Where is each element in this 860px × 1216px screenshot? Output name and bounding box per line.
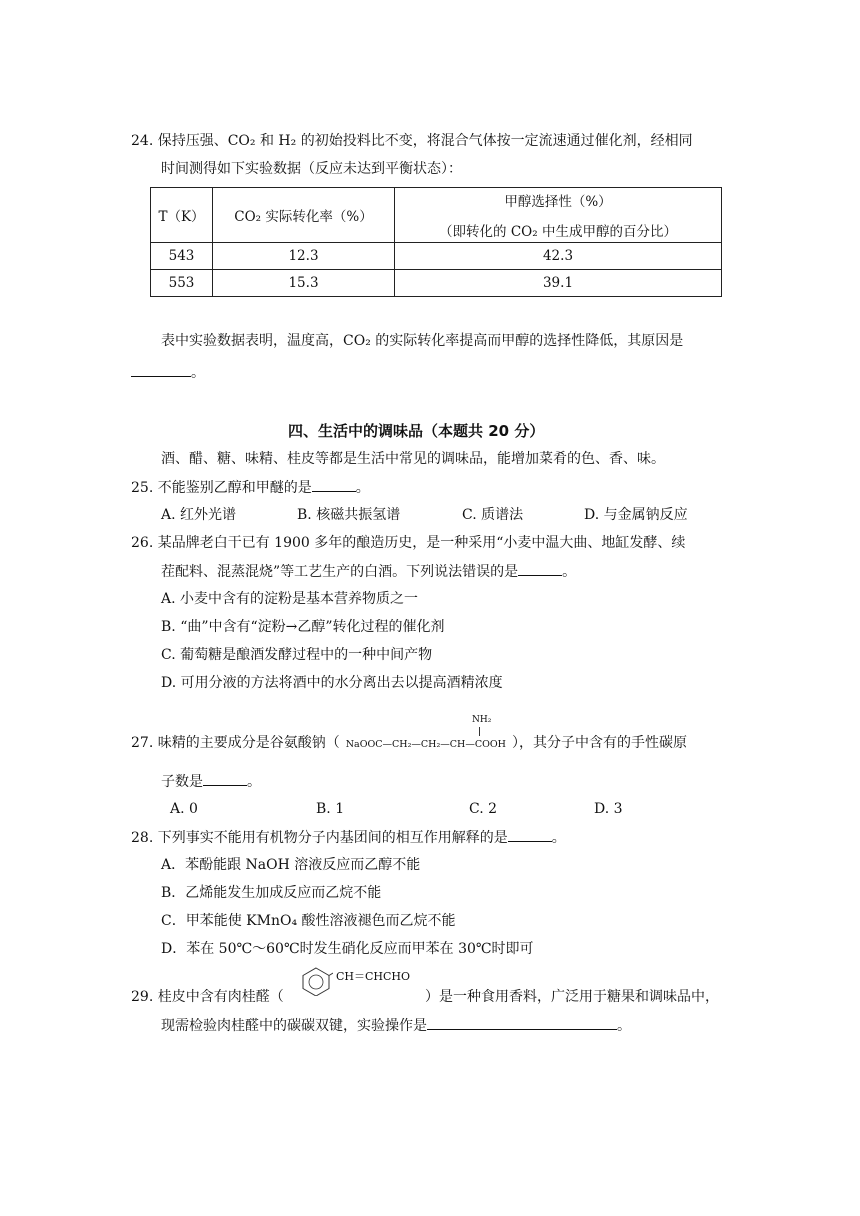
- q26-line2: 茬配料、混蒸混烧”等工艺生产的白酒。下列说法错误的是 。: [161, 561, 576, 582]
- q28-option-d: D．苯在 50℃～60℃时发生硝化反应而甲苯在 30℃时即可: [161, 941, 534, 957]
- q24-conclusion: 表中实验数据表明，温度高，CO₂ 的实际转化率提高而甲醇的选择性降低，其原因是: [161, 333, 684, 349]
- q26-option-a: A. 小麦中含有的淀粉是基本营养物质之一: [161, 591, 419, 607]
- q24-answer-line: 。: [131, 362, 205, 383]
- data-table: [150, 187, 722, 297]
- cell: 42.3: [395, 243, 722, 270]
- section-title: 四、生活中的调味品（本题共 20 分）: [288, 422, 545, 440]
- section-intro: 酒、醋、糖、味精、桂皮等都是生活中常见的调味品，能增加菜肴的色、香、味。: [161, 451, 665, 467]
- cinnamaldehyde-formula: CH＝CHCHO: [336, 970, 411, 983]
- q25-option-c: C. 质谱法: [462, 507, 524, 523]
- answer-blank[interactable]: [312, 477, 356, 492]
- answer-blank[interactable]: [518, 561, 562, 576]
- q27-stem: 27. 味精的主要成分是谷氨酸钠（ NaOOC—CH₂—CH₂—CH—COOH ），其分子中含有的手性碳原: [131, 735, 687, 751]
- q27-line2: 子数是 。: [161, 771, 261, 792]
- answer-blank[interactable]: [203, 771, 247, 786]
- cell: 553: [151, 270, 213, 297]
- header-temperature: T（K）: [151, 188, 213, 243]
- q26-option-b: B. “曲”中含有“淀粉→乙醇”转化过程的催化剂: [161, 619, 445, 635]
- header-selectivity-note: （即转化的 CO₂ 中生成甲醇的百分比）: [439, 224, 677, 240]
- table-row: [151, 270, 722, 297]
- q28-stem: 28. 下列事实不能用有机物分子内基团间的相互作用解释的是 。: [131, 827, 566, 848]
- cell: 15.3: [213, 270, 395, 297]
- q27-option-b: B. 1: [316, 801, 345, 817]
- q25-option-d: D. 与金属钠反应: [584, 507, 688, 523]
- header-selectivity: [395, 188, 722, 243]
- glutamate-formula: NaOOC—CH₂—CH₂—CH—COOH: [345, 739, 506, 750]
- table-row: [151, 243, 722, 270]
- q26-option-c: C. 葡萄糖是酿酒发酵过程中的一种中间产物: [161, 647, 433, 663]
- q28-option-c: C．甲苯能使 KMnO₄ 酸性溶液褪色而乙烷不能: [161, 913, 456, 929]
- q29-stem-a: 29. 桂皮中含有肉桂醛（: [131, 989, 284, 1005]
- table-header-row: [151, 188, 722, 243]
- q24-line2: 时间测得如下实验数据（反应未达到平衡状态）：: [161, 161, 462, 177]
- q27-option-c: C. 2: [469, 801, 498, 817]
- answer-blank[interactable]: [131, 362, 191, 377]
- q25-option-a: A. 红外光谱: [161, 507, 237, 523]
- formula-nh2: NH₂: [472, 715, 492, 725]
- q25-option-b: B. 核磁共振氢谱: [297, 507, 401, 523]
- cell: 543: [151, 243, 213, 270]
- benzene-ring-icon: [299, 966, 333, 996]
- cell: 12.3: [213, 243, 395, 270]
- answer-blank[interactable]: [427, 1015, 617, 1030]
- header-conversion: CO₂ 实际转化率（%）: [213, 188, 395, 243]
- q29-line2: 现需检验肉桂醛中的碳碳双键，实验操作是 。: [161, 1015, 631, 1036]
- q29-stem-b: ）是一种食用香料，广泛用于糖果和调味品中，: [425, 989, 719, 1005]
- q28-option-b: B．乙烯能发生加成反应而乙烷不能: [161, 885, 382, 901]
- answer-blank[interactable]: [508, 827, 552, 842]
- q26-line1: 26. 某品牌老白干已有 1900 多年的酿造历史，是一种采用“小麦中温大曲、地缸发酵、续: [131, 535, 686, 551]
- q25-stem: 25. 不能鉴别乙醇和甲醚的是 。: [131, 477, 370, 498]
- q28-option-a: A．苯酚能跟 NaOH 溶液反应而乙醇不能: [161, 857, 421, 873]
- q27-option-a: A. 0: [170, 801, 198, 817]
- q24-line1: 24. 保持压强、CO₂ 和 H₂ 的初始投料比不变，将混合气体按一定流速通过催化剂，经相同: [131, 133, 693, 149]
- q27-option-d: D. 3: [594, 801, 623, 817]
- q26-option-d: D. 可用分液的方法将酒中的水分离出去以提高酒精浓度: [161, 675, 503, 691]
- cell: 39.1: [395, 270, 722, 297]
- header-selectivity-title: 甲醇选择性（%）: [504, 194, 612, 210]
